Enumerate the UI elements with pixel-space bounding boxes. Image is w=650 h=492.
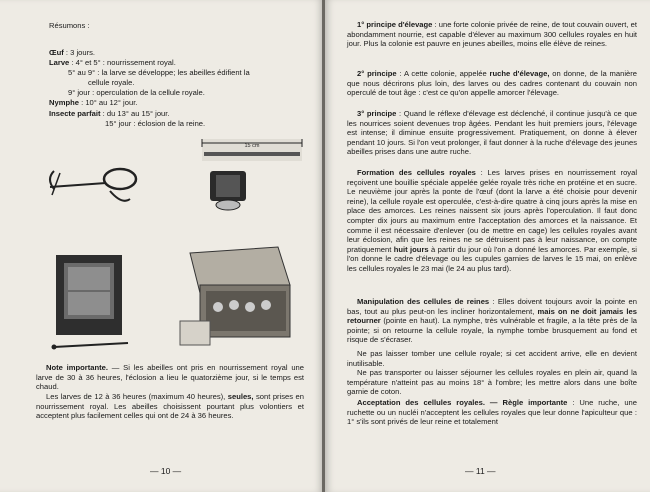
summary-larve-line4: 9° jour : operculation de la cellule royale.: [68, 88, 205, 97]
summary-nymphe: Nymphe : 10° au 12° jour.: [49, 98, 138, 107]
principle-3: 3° principe : Quand le réflexe d'élevage est déclenché, il continue jusqu'à ce que les nourrices soient devenues trop âgées. Pendant les huit premiers jours, l'élevage est intense; il diminue ensuite progressivement. Pratiquement, on donne à élever pendant 10 jours. Si l'on veut prolonger, il faut donner à la ruche d'élevage des jeunes abeilles prises dans une autre ruche.: [347, 109, 637, 157]
summary-larve-line2: 5° au 9° : la larve se développe; les abeilles édifient la: [68, 68, 250, 77]
scale-bar: [202, 139, 302, 161]
note-paragraph-2: Les larves de 12 à 36 heures (maximum 40 heures), seules, sont prises en nourrissement royal. Les abeilles choisissent pourtant plus volontiers et acceptent plus facilement celles qui ont de 24 à 36 heures.: [36, 392, 304, 421]
summary-insecte: Insecte parfait : du 13° au 15° jour.: [49, 109, 170, 118]
principle-1: 1° principe d'élevage : une forte colonie privée de reine, de tout couvain ouvert, et abondamment nourrie, est capable d'élever au maximum 300 cellules royales en huit jour. Plus la colonie est pauvre en jeunes abeilles, moins elle élève de reines.: [347, 20, 637, 49]
manipulation-paragraph: Manipulation des cellules de reines : Elles doivent toujours avoir la pointe en bas, tout au plus peut-on les incliner horizontalement, mais on ne doit jamais les retourner (pointe en haut). La nymphe, très vulnérable et fragile, a la tête près de la pointe; si on retourne la cellule royale, la nymphe tombe brusquement au fond et risque de s'écraser.: [347, 297, 637, 345]
formation-paragraph: Formation des cellules royales : Les larves prises en nourrissement royal reçoivent une bouillie spéciale appelée gelée royale très riche en protéine et en sucre. Le neuvième jour après la ponte de l'œuf (dont la larve a été choisie pour devenir reine), la cellule royale est operculée, c'est-à-dire quatre à cinq jours après la mise en place des amorces. Les reines naissent six jours après l'operculation. Il faut donc compter dix jours au maximum entre l'acceptation des amorces et la naissance. Et comme il est nécessaire d'enlever (ou de mettre en cage) les cellules royales avant leur éclosion, afin que les reines ne se détruisent pas à leur naissance, on compte pratiquement huit jours à partir du jour où l'on a donné les amorces. Par exemple, si l'on donne le cadre d'élevage ou les cupules garnies de larves le 15 mai, on enlève les cellules royales le 23 mai (le 24 au plus tard).: [347, 168, 638, 273]
principle-2: 2° principe : A cette colonie, appelée ruche d'élevage, on donne, de la manière que nous décrirons plus loin, des larves ou des cadres contenant du couvain non operculé de tout âge : c'est ce qu'on appelle amorcer l'élevage.: [347, 69, 637, 98]
page-number-right: — 11 —: [465, 466, 496, 476]
cage-box-icon: [56, 255, 122, 335]
summary-title: Résumons :: [49, 21, 90, 30]
summary-larve: Larve : 4° et 5° : nourrissement royal.: [49, 58, 176, 67]
grafting-kit-case-icon: [180, 247, 290, 345]
summary-insecte-line2: 15° jour : éclosion de la reine.: [105, 119, 206, 128]
note-paragraph: Note importante. — Si les abeilles ont pris en nourrissement royal une larve de 30 à 36 heures, l'éclosion a lieu le quatorzième jour, si le temps est chaud.: [36, 363, 304, 392]
scale-label: 15 cm: [244, 143, 260, 149]
grafting-tool-icon: [50, 169, 136, 201]
right-page: [325, 0, 650, 492]
drop-warning-paragraph: Ne pas laisser tomber une cellule royale; si cet accident arrive, elle en devient inutilisable.: [347, 349, 637, 368]
beekeeping-tools-illustration: [40, 135, 310, 365]
queen-cage-icon: [210, 171, 246, 210]
transport-paragraph: Ne pas transporter ou laisser séjourner les cellules royales en plein air, quand la température n'atteint pas au moins 18° à l'ombre; les mettre alors dans une boîte garnie de coton.: [347, 368, 637, 397]
grafting-pin-icon: [52, 343, 129, 350]
left-page: [0, 0, 323, 492]
acceptance-paragraph: Acceptation des cellules royales. — Règle importante : Une ruche, une ruchette ou un nucléi n'acceptent les cellules royales que leur donne l'apiculteur que : 1° s'ils sont privés de leur reine et totalement: [347, 398, 637, 427]
summary-oeuf: Œuf : 3 jours.: [49, 48, 96, 57]
page-number-left: — 10 —: [150, 466, 182, 476]
summary-larve-line3: cellule royale.: [88, 78, 135, 87]
